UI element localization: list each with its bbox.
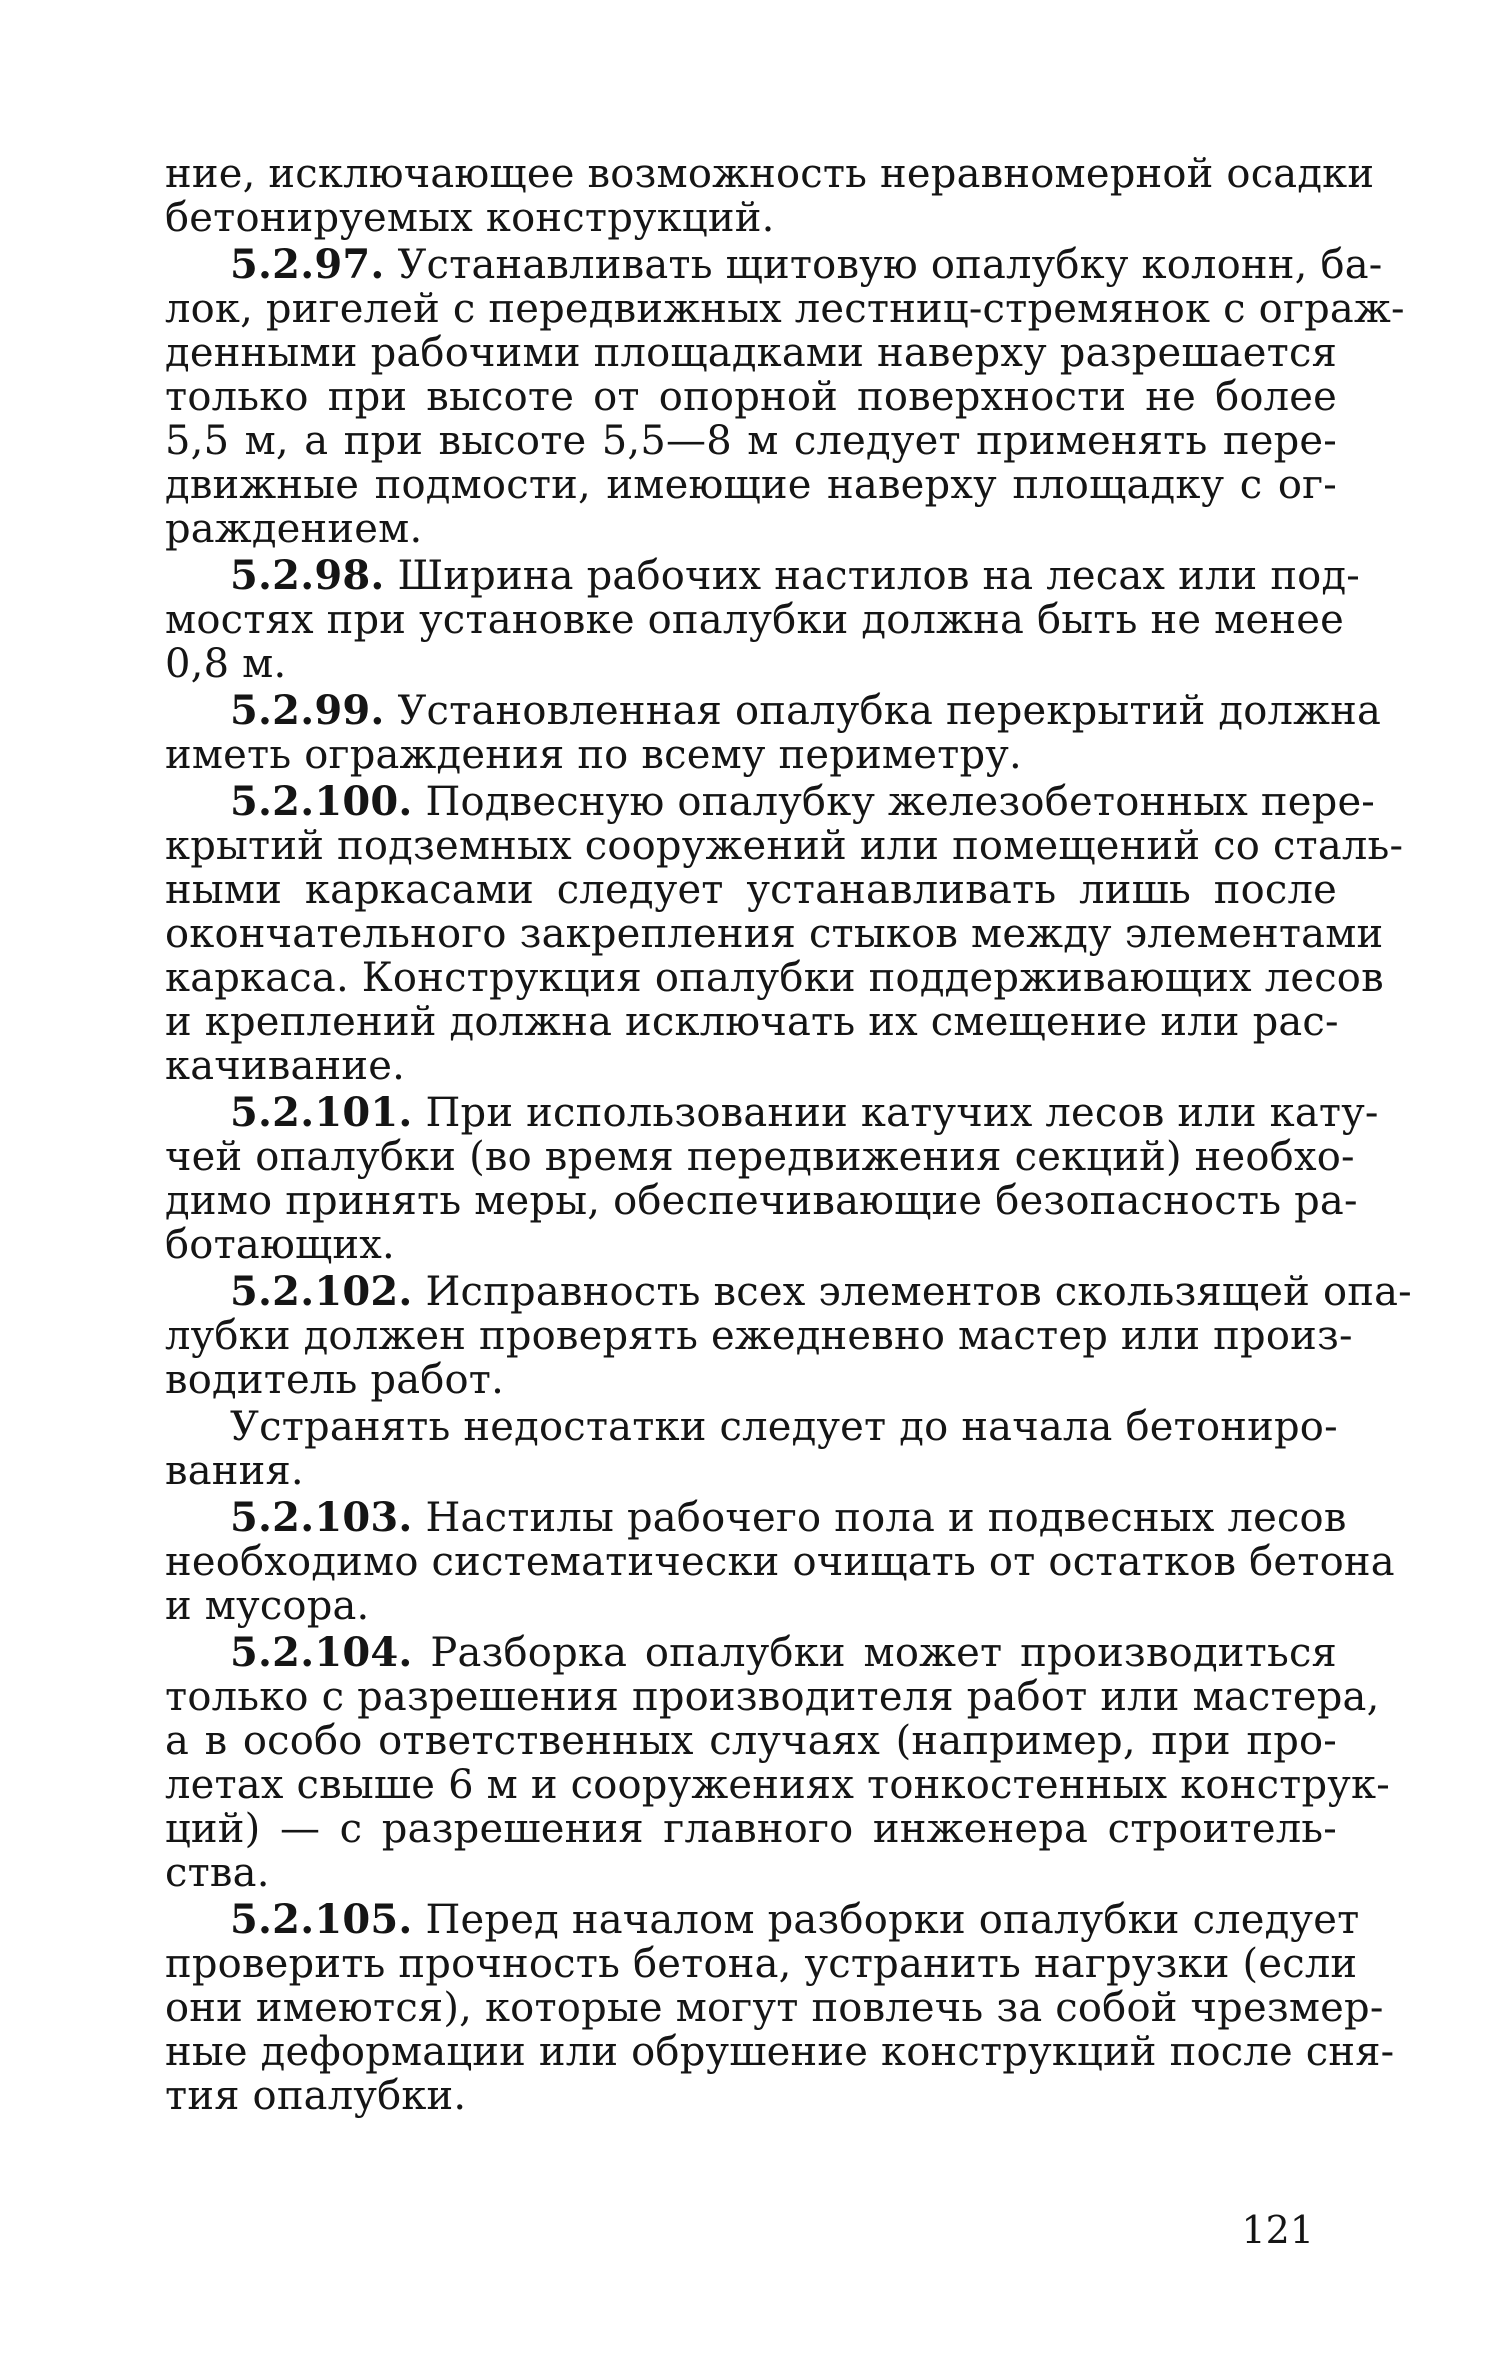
line-text: Устранять недостатки следует до начала бетониро- [230,1404,1338,1450]
paragraph [165,1494,1395,1629]
text-line [165,1134,1355,1180]
section-number: 5.2.101. [230,1089,413,1136]
line-text: лубки должен проверять ежедневно мастер или произ- [165,1313,1353,1359]
text-line [165,1000,1337,1044]
section-number: 5.2.104. [230,1629,413,1676]
section-number: 5.2.105. [230,1896,413,1943]
line-text: они имеются), которые могут повлечь за собой чрезмер- [165,1985,1384,2031]
text-line [165,1719,1337,1763]
line-text: проверить прочность бетона, устранить нагрузки (если [165,1941,1358,1987]
paragraph [165,1268,1412,1403]
line-text: только с разрешения производителя работ или мастера, [165,1674,1380,1720]
line-text: бетонируемых конструкций. [165,195,775,241]
paragraph [165,1405,1337,1493]
line-text: ние, исключающее возможность неравномерной осадки [165,151,1375,197]
text-line [165,419,1337,463]
section-number: 5.2.100. [230,778,413,825]
line-text: ные деформации или обрушение конструкций после сня- [165,2029,1395,2075]
line-text: вания. [165,1448,304,1494]
text-line [165,1494,1347,1541]
text-line [165,1631,1337,1675]
line-text: ций) — с разрешения главного инженера строитель- [165,1806,1337,1852]
text-line [165,597,1344,643]
text-line [165,2074,1337,2118]
text-line [165,1313,1353,1359]
line-text: тия опалубки. [165,2073,467,2119]
line-text: Разборка опалубки может производиться [430,1630,1337,1676]
line-text: иметь ограждения по всему периметру. [165,732,1022,778]
line-text: и мусора. [165,1583,370,1629]
text-line [165,1851,1337,1895]
line-text: чей опалубки (во время передвижения секций) необхо- [165,1134,1355,1180]
section-number: 5.2.102. [230,1268,413,1315]
text-line [165,1941,1358,1987]
text-line [165,823,1404,869]
text-line [165,1405,1337,1449]
paragraph [165,687,1382,778]
text-line [165,463,1337,507]
text-line [165,375,1337,419]
line-text: Ширина рабочих настилов на лесах или под- [397,553,1361,599]
line-text: окончательного закрепления стыков между элементами [165,911,1384,957]
text-line [165,687,1382,734]
line-text: а в особо ответственных случаях (например, при про- [165,1718,1337,1764]
text-line [165,2029,1395,2075]
text-line [165,331,1337,375]
text-line [165,1044,1337,1088]
text-line [165,507,1337,551]
line-text: лок, ригелей с передвижных лестниц-стремянок с ограж- [165,286,1405,332]
text-line [165,868,1337,912]
text-line [165,1539,1395,1585]
text-line [165,733,1337,777]
paragraph [165,552,1361,687]
text-line [165,241,1383,288]
paragraph [165,151,1375,241]
paragraph [165,1629,1390,1896]
line-text: ства. [165,1850,270,1896]
text-line [165,151,1375,197]
line-text: 5,5 м, а при высоте 5,5—8 м следует применять пере- [165,418,1337,464]
text-line [165,1584,1337,1628]
page-number: 121 [1241,2208,1314,2252]
text-line [165,1807,1337,1851]
text-line [165,911,1384,957]
line-text: Настилы рабочего пола и подвесных лесов [425,1495,1347,1541]
line-text: Перед началом разборки опалубки следует [425,1897,1360,1943]
text-line [165,1674,1380,1720]
paragraph [165,1089,1379,1268]
line-text: 0,8 м. [165,641,287,687]
paragraph [165,1896,1395,2119]
line-text: димо принять меры, обеспечивающие безопасность ра- [165,1178,1358,1224]
line-text: движные подмости, имеющие наверху площадку с ог- [165,462,1337,508]
section-number: 5.2.98. [230,552,385,599]
line-text: необходимо систематически очищать от остатков бетона [165,1539,1395,1585]
text-line [165,196,1337,240]
line-text: денными рабочими площадками наверху разрешается [165,330,1337,376]
text-line [165,1178,1358,1224]
line-text: ботающих. [165,1222,395,1268]
text-line [165,1896,1360,1943]
line-text: водитель работ. [165,1357,505,1403]
section-number: 5.2.99. [230,687,385,734]
text-line [165,1089,1379,1136]
section-number: 5.2.103. [230,1494,413,1541]
line-text: Устанавливать щитовую опалубку колонн, ба- [397,242,1383,288]
line-text: Исправность всех элементов скользящей опа- [425,1269,1412,1315]
line-text: крытий подземных сооружений или помещений со сталь- [165,823,1404,869]
section-number: 5.2.97. [230,241,385,288]
text-line [165,1223,1337,1267]
text-line [165,955,1384,1001]
line-text: качивание. [165,1043,406,1089]
text-line [165,1762,1390,1808]
line-text: каркаса. Конструкция опалубки поддерживающих лесов [165,955,1384,1001]
line-text: только при высоте от опорной поверхности не более [165,374,1337,420]
text-line [165,1358,1337,1402]
text-line [165,642,1337,686]
text-line [165,1985,1384,2031]
body-text [165,151,1412,2119]
line-text: Подвесную опалубку железобетонных пере- [425,779,1376,825]
line-text: летах свыше 6 м и сооружениях тонкостенных конструк- [165,1762,1390,1808]
line-text: и креплений должна исключать их смещение или рас- [165,999,1339,1045]
line-text: мостях при установке опалубки должна быть не менее [165,597,1344,643]
text-line [165,552,1361,599]
text-line [165,286,1405,332]
paragraph [165,241,1405,552]
line-text: ными каркасами следует устанавливать лишь после [165,867,1337,913]
line-text: раждением. [165,506,423,552]
line-text: При использовании катучих лесов или кату- [425,1090,1379,1136]
text-line [165,1268,1412,1315]
text-line [165,778,1376,825]
line-text: Установленная опалубка перекрытий должна [397,688,1382,734]
paragraph [165,778,1404,1089]
text-line [165,1449,1337,1493]
